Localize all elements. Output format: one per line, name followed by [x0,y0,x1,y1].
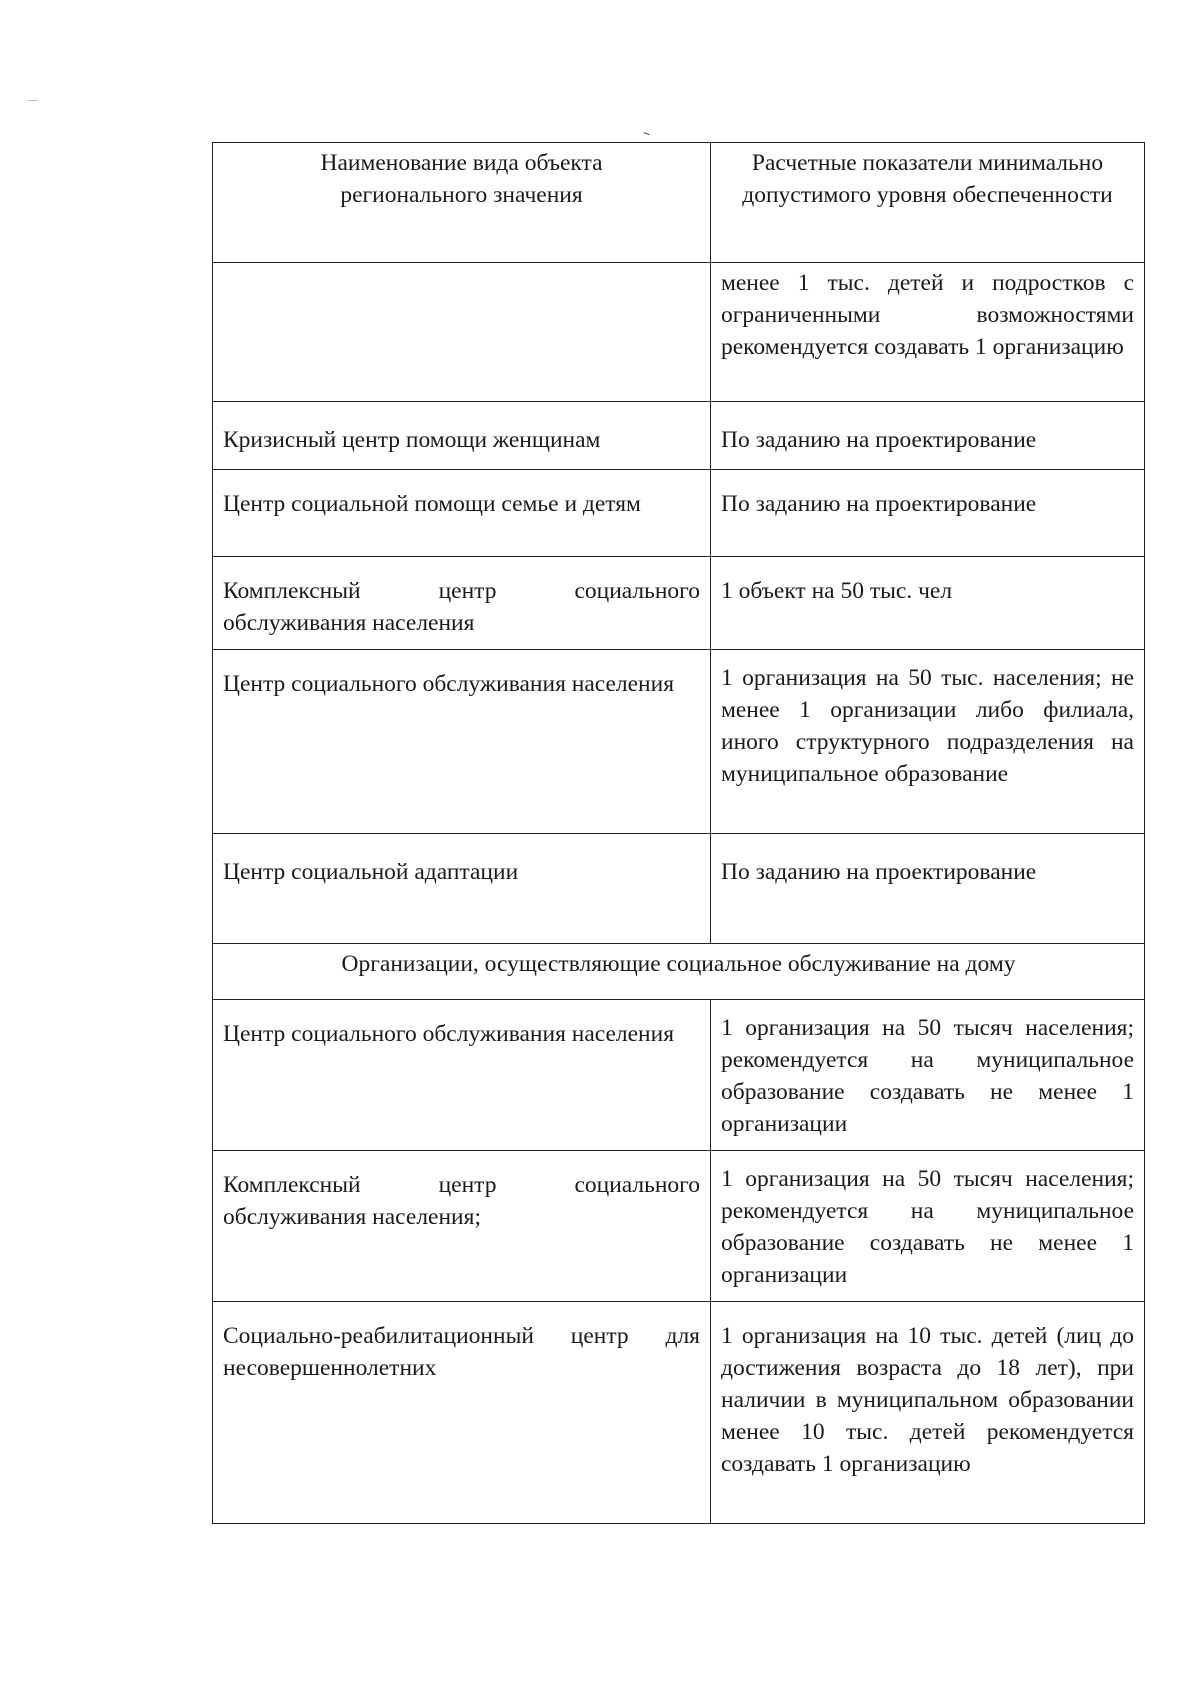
indicator-cell: По заданию на проектирование [711,470,1145,557]
table-row [213,1151,1145,1302]
indicator-cell: менее 1 тыс. детей и подростков с ограниченными возможностями рекомендуется создавать 1 организацию [711,263,1145,402]
object-name-cell: Комплексный центр социального обслуживания населения; [213,1151,711,1302]
indicator-cell: 1 организация на 10 тыс. детей (лиц до достижения возраста до 18 лет), при наличии в муниципальном образовании менее 10 тыс. детей рекомендуется создавать 1 организацию [711,1302,1145,1524]
indicator-cell: 1 организация на 50 тыс. населения; не менее 1 организации либо филиала, иного структурного подразделения на муниципальное образование [711,650,1145,834]
table-row [213,1000,1145,1151]
object-name-cell: Комплексный центр социального обслуживания населения [213,557,711,650]
table-row [213,402,1145,470]
object-name-cell: Кризисный центр помощи женщинам [213,402,711,470]
object-name-cell: Социально-реабилитационный центр для несовершеннолетних [213,1302,711,1524]
object-name-cell: Центр социальной помощи семье и детям [213,470,711,557]
header-cell-indicators: Расчетные показатели минимально допустимого уровня обеспеченности [711,143,1145,263]
indicator-cell: По заданию на проектирование [711,402,1145,470]
table-row [213,1302,1145,1524]
table-row [213,470,1145,557]
object-name-cell: Центр социального обслуживания населения [213,650,711,834]
indicator-cell: 1 организация на 50 тысяч населения; рекомендуется на муниципальное образование создавать не менее 1 организации [711,1151,1145,1302]
standards-table [212,142,1145,1524]
indicator-cell: По заданию на проектирование [711,834,1145,944]
section-title: Организации, осуществляющие социальное обслуживание на дому [213,944,1145,1000]
table-row [213,557,1145,650]
indicator-cell: 1 объект на 50 тыс. чел [711,557,1145,650]
object-name-cell [213,263,711,402]
table-row [213,263,1145,402]
header-cell-object-type: Наименование вида объекта регионального значения [213,143,711,263]
object-name-cell: Центр социального обслуживания населения [213,1000,711,1151]
table-row [213,650,1145,834]
indicator-cell: 1 организация на 50 тысяч населения; рекомендуется на муниципальное образование создавать не менее 1 организации [711,1000,1145,1151]
section-header-row [213,944,1145,1000]
table-row [213,834,1145,944]
scan-speck [28,100,38,101]
table-header-row [213,143,1145,263]
scan-mark [642,132,649,138]
object-name-cell: Центр социальной адаптации [213,834,711,944]
